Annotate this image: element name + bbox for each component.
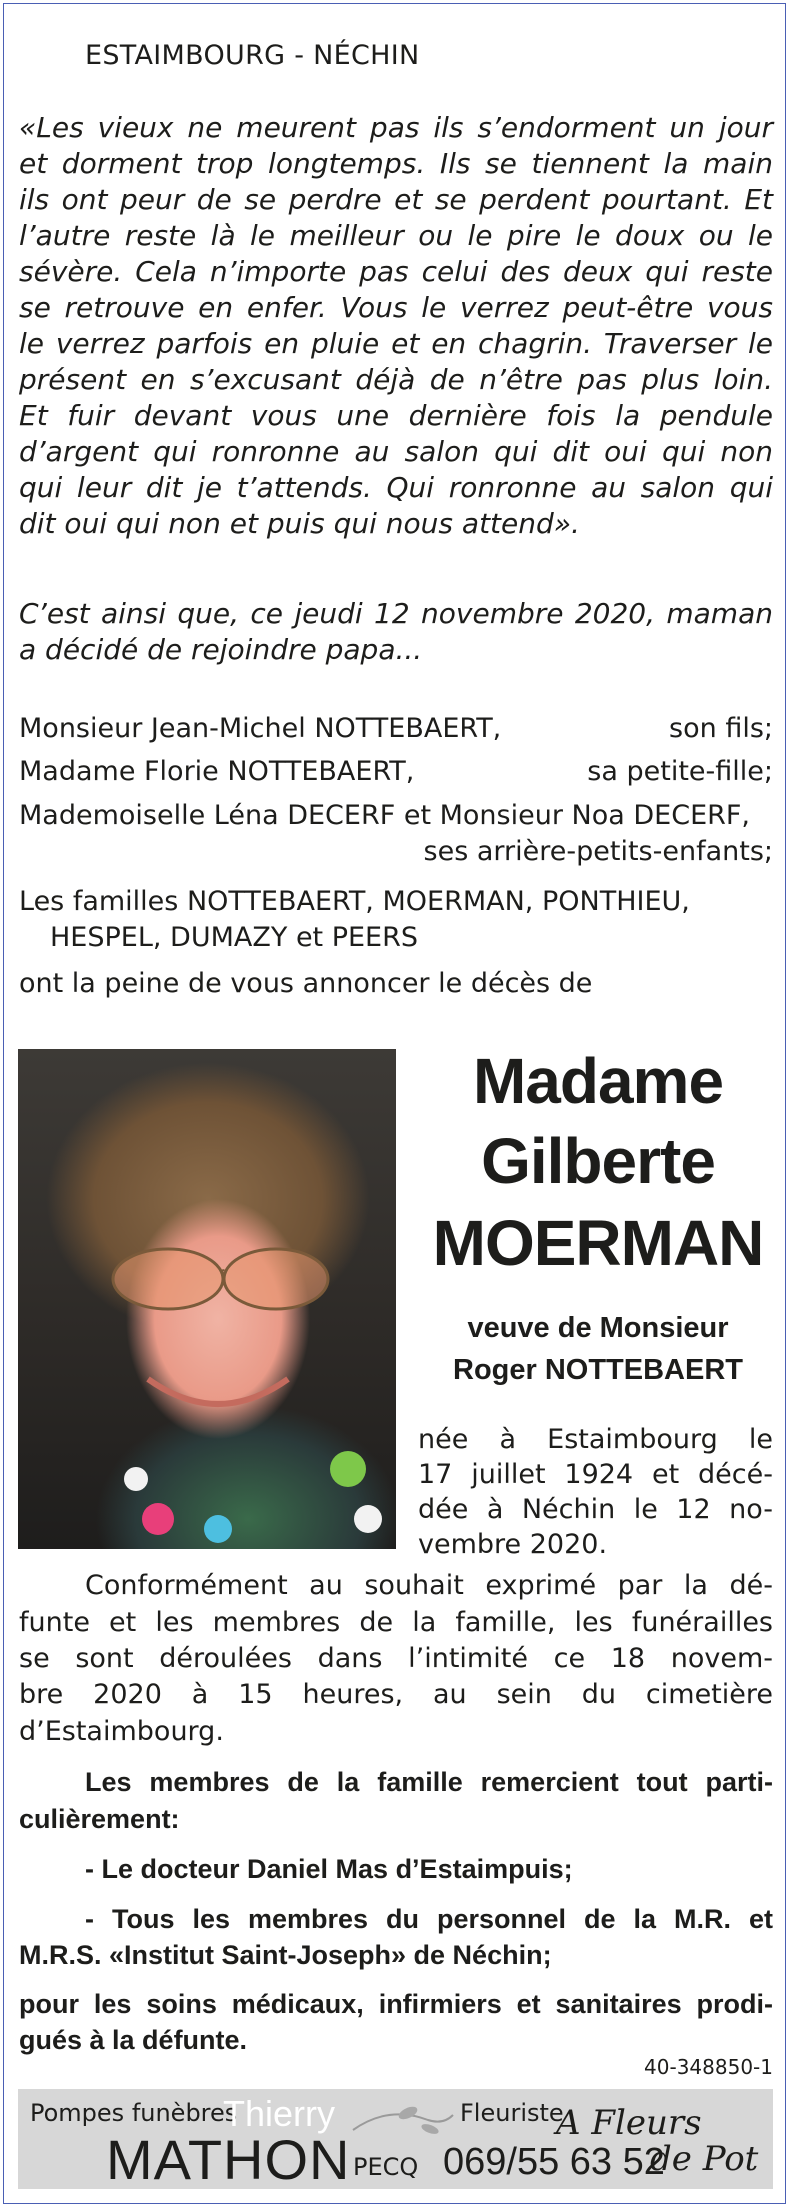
birth-death-line: née à Estaimbourg le: [418, 1424, 773, 1455]
birth-death-line: dée à Néchin le 12 no-: [418, 1494, 773, 1525]
deceased-first-name: Gilberte: [481, 1125, 715, 1197]
funeral-line: funte et les membres de la famille, les funérailles: [19, 1607, 773, 1638]
quote-line: qui leur dit je t’attends. Qui ronronne au salon qui: [19, 471, 773, 504]
fleuriste-label: Fleuriste: [460, 2099, 564, 2127]
thanks-line: culièrement:: [19, 1804, 180, 1834]
quote-line: présent en s’excusant déjà de n’être pas plus loin.: [19, 363, 773, 396]
widow-line-1: veuve de Monsieur: [467, 1312, 729, 1344]
reference-number: 40-348850-1: [644, 2055, 773, 2079]
quote-line: «Les vieux ne meurent pas ils s’endorment un jour: [19, 111, 773, 144]
quote-line: d’argent qui ronronne au salon qui dit oui qui non: [19, 435, 773, 468]
quote-line: ils ont peur de se perdre et se perdent pourtant. Et: [19, 183, 773, 216]
family-son-relation: son fils;: [669, 713, 773, 744]
quote-line: dit oui qui non et puis qui nous attend».: [19, 507, 580, 540]
funeral-home-footer: [18, 2089, 773, 2189]
thanks-line: pour les soins médicaux, infirmiers et sanitaires prodi-: [19, 1989, 773, 2019]
family-son-name: Monsieur Jean-Michel NOTTEBAERT,: [19, 713, 502, 744]
deceased-title: Madame: [472, 1045, 724, 1117]
a-fleurs-logo-text: A Fleurs: [556, 2103, 702, 2143]
deceased-last-name: MOERMAN: [432, 1207, 764, 1279]
funeral-line: se sont déroulées dans l’intimité ce 18 novem-: [19, 1643, 773, 1674]
birth-death-line: 17 juillet 1924 et décé-: [418, 1459, 773, 1490]
announcement-line: ont la peine de vous annoncer le décès de: [19, 968, 593, 999]
thanks-line: M.R.S. «Institut Saint-Joseph» de Néchin;: [19, 1940, 552, 1970]
quote-line: l’autre reste là le meilleur ou le pire le doux ou le: [19, 219, 773, 252]
families-line-1: Les familles NOTTEBAERT, MOERMAN, PONTHIEU,: [19, 886, 690, 917]
quote-line: Et fuir devant vous une dernière fois la pendule: [19, 399, 773, 432]
widow-line-2: Roger NOTTEBAERT: [453, 1354, 743, 1386]
quote-line: et dorment trop longtemps. Ils se tiennent la main: [19, 147, 773, 180]
portrait-details: [18, 1049, 396, 1549]
pecq-label: PECQ: [353, 2153, 419, 2181]
intro-line: C’est ainsi que, ce jeudi 12 novembre 2020, maman: [19, 597, 773, 630]
thanks-line: Les membres de la famille remercient tout parti-: [85, 1767, 773, 1797]
quote-line: se retrouve en enfer. Vous le verrez peut-être vous: [19, 291, 773, 324]
quote-line: sévère. Cela n’importe pas celui des deux qui reste: [19, 255, 773, 288]
family-granddaughter-relation: sa petite-fille;: [587, 756, 773, 787]
intro-line: a décidé de rejoindre papa...: [19, 633, 423, 666]
portrait-photo: [18, 1049, 396, 1549]
birth-death-line: vembre 2020.: [418, 1529, 608, 1560]
family-great-grandchildren-relation: ses arrière-petits-enfants;: [423, 836, 773, 867]
funeral-line: d’Estaimbourg.: [19, 1716, 224, 1747]
family-great-grandchildren-names: Mademoiselle Léna DECERF et Monsieur Noa DECERF,: [19, 800, 751, 831]
funeral-line: bre 2020 à 15 heures, au sein du cimetière: [19, 1679, 773, 1710]
location-header: ESTAIMBOURG - NÉCHIN: [85, 40, 420, 71]
phone-number: 069/55 63 52: [443, 2141, 665, 2183]
thanks-line: - Tous les membres du personnel de la M.R. et: [85, 1904, 773, 1934]
de-pot-logo-text: de Pot: [650, 2139, 759, 2179]
family-granddaughter-name: Madame Florie NOTTEBAERT,: [19, 756, 415, 787]
mathon-label: MATHON: [106, 2128, 351, 2191]
thanks-line: - Le docteur Daniel Mas d’Estaimpuis;: [85, 1854, 573, 1884]
families-line-2: HESPEL, DUMAZY et PEERS: [50, 922, 419, 953]
thanks-line: gués à la défunte.: [19, 2025, 248, 2055]
thierry-label: Thierry: [223, 2093, 336, 2134]
funeral-line: Conformément au souhait exprimé par la dé-: [85, 1570, 773, 1601]
leaf-ornament-icon: [348, 2095, 458, 2145]
pompes-funebres-label: Pompes funèbres: [30, 2099, 238, 2127]
quote-line: le verrez parfois en pluie et en chagrin. Traverser le: [19, 327, 773, 360]
